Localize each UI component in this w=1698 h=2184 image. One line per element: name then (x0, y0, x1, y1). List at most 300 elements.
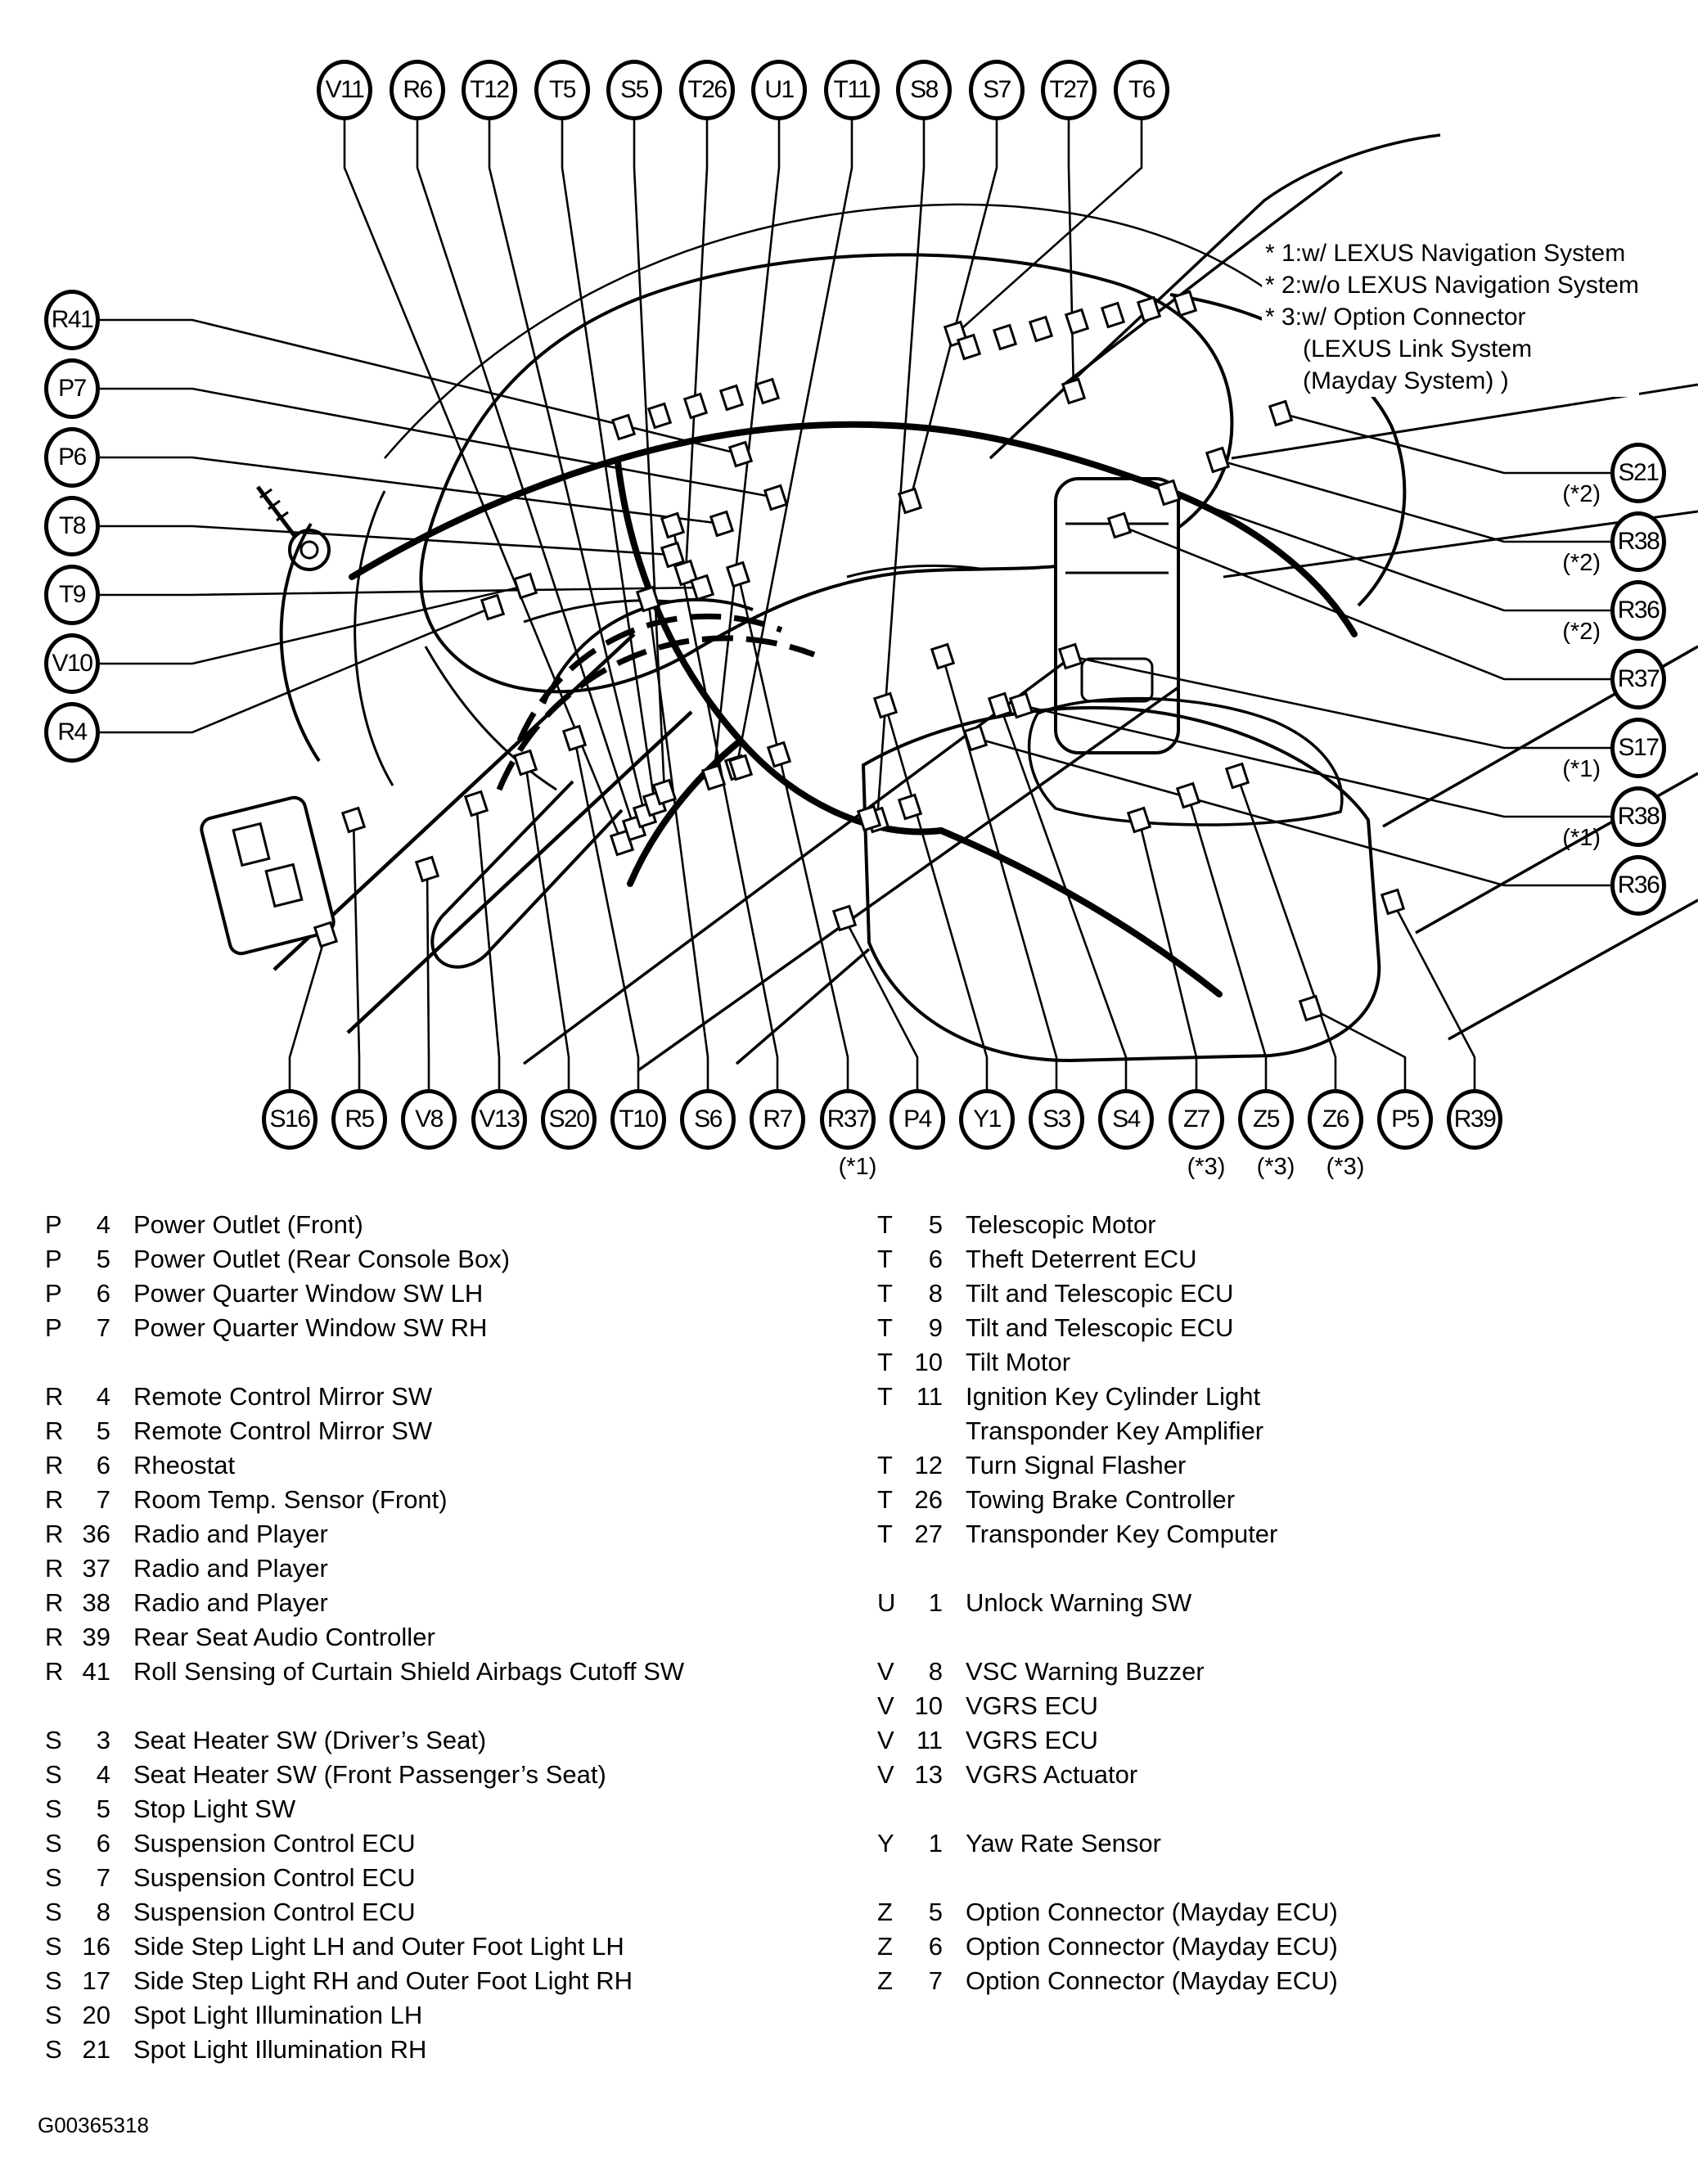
legend-entry (45, 1758, 684, 1792)
legend-entry-label: Spot Light Illumination LH (133, 2001, 423, 2029)
legend-entry-label: Remote Control Mirror SW (133, 1382, 433, 1411)
callout-t26 (679, 60, 735, 120)
legend-id-number: 20 (82, 2001, 110, 2029)
wiring-harness (352, 425, 1354, 994)
legend-entry-label: VSC Warning Buzzer (966, 1657, 1205, 1686)
legend-id-number: 8 (96, 1898, 110, 1926)
steering-column (432, 781, 622, 967)
legend-id-number: 38 (82, 1588, 110, 1617)
connector-block (417, 857, 438, 880)
legend-id-letter: R (45, 1451, 64, 1479)
connector-block (765, 485, 786, 509)
callout-label: R36 (1617, 597, 1660, 624)
callout-label: Z5 (1252, 1106, 1279, 1133)
legend-id-number: 5 (96, 1794, 110, 1823)
legend-id-letter: S (45, 1898, 62, 1926)
legend-id-letter: S (45, 2001, 62, 2029)
legend-id-number: 6 (96, 1829, 110, 1858)
callout-s8 (896, 60, 952, 120)
legend-entry-id (45, 1416, 117, 1446)
legend-group-p (45, 1208, 684, 1345)
legend-entry-id (877, 1279, 949, 1308)
legend-group-y (877, 1826, 1338, 1861)
legend-entry-id (45, 1863, 117, 1893)
leader-line (354, 820, 359, 1089)
callout-label: S16 (269, 1106, 310, 1133)
connector-block (899, 795, 921, 818)
legend-id-letter: T (877, 1313, 893, 1342)
callout-label: T9 (58, 581, 85, 608)
callout-label: V8 (415, 1106, 443, 1133)
callout-label: R36 (1617, 871, 1660, 898)
legend-id-number: 3 (96, 1726, 110, 1754)
connector-block (482, 595, 503, 619)
legend-entry (45, 2033, 684, 2067)
callout-t11 (824, 60, 880, 120)
callout-label: S21 (1618, 459, 1659, 486)
legend-group-s (45, 1723, 684, 2067)
connector-block (1207, 448, 1228, 471)
legend-id-number: 16 (82, 1932, 110, 1961)
connector-block (721, 385, 742, 409)
legend-entry-id (45, 1485, 117, 1515)
callout-r38 (1610, 511, 1666, 572)
legend-entry-label: Stop Light SW (133, 1794, 296, 1823)
connector-block (343, 808, 364, 831)
callout-v10 (44, 633, 100, 694)
legend-entry (877, 1895, 1338, 1930)
callout-s17 (1610, 718, 1666, 778)
legend-entry-id (877, 1760, 949, 1790)
legend-id-letter: S (45, 1966, 62, 1995)
legend-id-number: 11 (916, 1382, 943, 1411)
legend-id-number: 6 (928, 1245, 943, 1273)
legend-entry-label: Radio and Player (133, 1554, 328, 1583)
legend-id-letter: R (45, 1554, 64, 1583)
legend-entry-id (45, 2035, 117, 2065)
connector-block (757, 379, 778, 403)
legend-group-u (877, 1586, 1338, 1620)
legend-entry (45, 1861, 684, 1895)
legend-id-letter: S (45, 1863, 62, 1892)
legend-id-number: 13 (914, 1760, 943, 1789)
legend-entry (877, 1723, 1338, 1758)
connector-block (1066, 309, 1088, 333)
legend-id-number: 12 (914, 1451, 943, 1479)
legend-entry-label: Option Connector (Mayday ECU) (966, 1898, 1338, 1926)
callout-t12 (462, 60, 517, 120)
legend-id-letter: T (877, 1451, 893, 1479)
legend-entry-id (45, 1794, 117, 1824)
legend-entry (877, 1689, 1338, 1723)
legend-id-letter: S (45, 2035, 62, 2064)
callout-y1 (959, 1089, 1015, 1150)
legend-id-letter: R (45, 1485, 64, 1514)
callout-label: P7 (58, 375, 86, 402)
callout-s3 (1029, 1089, 1084, 1150)
legend-entry-id (45, 1932, 117, 1961)
legend-id-letter: S (45, 1829, 62, 1858)
callout-label: R37 (826, 1106, 869, 1133)
legend-entry-id (877, 1588, 949, 1618)
legend-id-number: 8 (928, 1279, 943, 1308)
legend-id-letter: T (877, 1245, 893, 1273)
legend-entry-label: Roll Sensing of Curtain Shield Airbags Cutoff SW (133, 1657, 685, 1686)
legend-group-t (877, 1208, 1338, 1551)
legend-entry-label: VGRS ECU (966, 1726, 1098, 1754)
callout-asterisk-note: (*3) (1326, 1154, 1365, 1180)
legend-entry-label: Rear Seat Audio Controller (133, 1623, 435, 1651)
legend-entry-id (877, 1520, 949, 1549)
callout-asterisk-note: (*1) (1562, 825, 1601, 851)
legend-entry-id (877, 1657, 949, 1686)
connector-block (515, 750, 536, 774)
legend-entry-label: Seat Heater SW (Driver’s Seat) (133, 1726, 487, 1754)
legend-id-number: 7 (96, 1485, 110, 1514)
connector-block (1382, 889, 1403, 913)
legend-entry-id (45, 1898, 117, 1927)
callout-p6 (44, 427, 100, 488)
callout-label: T12 (470, 76, 509, 103)
legend-entry-id (877, 1245, 949, 1274)
callout-label: T10 (619, 1106, 658, 1133)
callout-r5 (331, 1089, 387, 1150)
legend-entry-label: Tilt Motor (966, 1348, 1071, 1376)
connector-block (1227, 763, 1248, 787)
legend-entry-label: Yaw Rate Sensor (966, 1829, 1161, 1858)
connector-block (649, 403, 670, 427)
legend-id-number: 41 (82, 1657, 110, 1686)
callout-label: T26 (687, 76, 727, 103)
callout-s4 (1098, 1089, 1154, 1150)
callout-label: R41 (51, 306, 93, 333)
legend-id-letter: R (45, 1382, 64, 1411)
callout-v11 (317, 60, 372, 120)
legend-entry-id (45, 1520, 117, 1549)
callout-t10 (610, 1089, 666, 1150)
legend-id-number: 1 (928, 1588, 943, 1617)
callout-label: T11 (833, 76, 871, 103)
callout-asterisk-note: (*2) (1562, 619, 1601, 645)
legend-entry-label: Turn Signal Flasher (966, 1451, 1187, 1479)
legend-entry-id (45, 2001, 117, 2030)
asterisk-note (1262, 237, 1639, 397)
legend-entry (877, 1208, 1338, 1242)
connector-block (875, 693, 896, 717)
connector-block (662, 513, 683, 537)
connector-block (1102, 303, 1124, 326)
legend-id-number: 7 (928, 1966, 943, 1995)
legend-entry-id (877, 1726, 949, 1755)
legend-id-letter: P (45, 1245, 62, 1273)
legend-entry-id (877, 1932, 949, 1961)
leader-line (943, 656, 1056, 1089)
callout-label: R38 (1617, 803, 1660, 830)
connector-block (685, 394, 706, 417)
legend-entry-label: Room Temp. Sensor (Front) (133, 1485, 448, 1514)
callout-r37 (1610, 649, 1666, 709)
legend-id-number: 6 (96, 1451, 110, 1479)
callout-label: R38 (1617, 528, 1660, 555)
legend-entry-id (45, 1210, 117, 1240)
legend-entry (877, 1448, 1338, 1483)
legend-id-letter: P (45, 1210, 62, 1239)
legend-entry-label: Power Quarter Window SW LH (133, 1279, 484, 1308)
legend-entry (45, 1483, 684, 1517)
legend-id-letter: U (877, 1588, 896, 1617)
legend-entry-label: Tilt and Telescopic ECU (966, 1279, 1234, 1308)
legend-entry (45, 1998, 684, 2033)
legend-entry (45, 1586, 684, 1620)
callout-r7 (750, 1089, 805, 1150)
legend-id-letter: R (45, 1520, 64, 1548)
note-line: * 3:w/ Option Connector (1265, 304, 1526, 331)
note-line: (Mayday System) ) (1303, 367, 1509, 394)
callout-label: Z6 (1322, 1106, 1349, 1133)
legend-entry-label: Spot Light Illumination RH (133, 2035, 427, 2064)
legend-id-letter: V (877, 1760, 894, 1789)
legend-entry-id (877, 1382, 949, 1412)
legend-id-number: 4 (96, 1210, 110, 1239)
connector-block (466, 791, 487, 815)
legend-entry-label: Side Step Light RH and Outer Foot Light RH (133, 1966, 633, 1995)
legend-id-letter: T (877, 1520, 893, 1548)
legend-id-letter: R (45, 1657, 64, 1686)
legend-id-letter: S (45, 1932, 62, 1961)
legend-entry (877, 1517, 1338, 1551)
legend-entry-label: Suspension Control ECU (133, 1829, 416, 1858)
leader-line (100, 526, 673, 555)
callout-s6 (680, 1089, 736, 1150)
legend-entry-label: Unlock Warning SW (966, 1588, 1192, 1617)
callout-label: S6 (694, 1106, 722, 1133)
legend-entry (877, 1242, 1338, 1277)
callout-asterisk-note: (*3) (1256, 1154, 1295, 1180)
legend-id-number: 10 (914, 1691, 943, 1720)
legend-entry-id (877, 1210, 949, 1240)
legend-entry-label: Transponder Key Computer (966, 1520, 1278, 1548)
legend-entry-label: Radio and Player (133, 1588, 328, 1617)
legend-entry-id (877, 1898, 949, 1927)
callout-label: R7 (763, 1106, 792, 1133)
legend-entry (877, 1586, 1338, 1620)
legend-id-letter: P (45, 1279, 62, 1308)
callout-t5 (534, 60, 590, 120)
callout-label: S3 (1043, 1106, 1070, 1133)
callout-label: P4 (903, 1106, 931, 1133)
legend-id-letter: V (877, 1657, 894, 1686)
note-line: * 1:w/ LEXUS Navigation System (1265, 240, 1626, 267)
legend-entry-label: Telescopic Motor (966, 1210, 1156, 1239)
legend-entry (45, 1208, 684, 1242)
callout-s21 (1610, 443, 1666, 503)
legend-entry (45, 1448, 684, 1483)
legend-id-letter: T (877, 1485, 893, 1514)
legend-id-letter: R (45, 1588, 64, 1617)
legend-entry (45, 1517, 684, 1551)
callout-label: T5 (548, 76, 575, 103)
callout-label: P6 (58, 444, 86, 471)
legend-id-letter: T (877, 1210, 893, 1239)
legend-id-letter: R (45, 1623, 64, 1651)
leader-line (956, 119, 1142, 334)
legend-column-right (877, 1208, 1338, 1998)
legend-entry-label: Ignition Key Cylinder Light (966, 1382, 1261, 1411)
callout-t27 (1041, 60, 1097, 120)
connector-block (564, 726, 585, 750)
legend-entry-id (877, 1691, 949, 1721)
legend-entry-label: Rheostat (133, 1451, 236, 1479)
callout-p5 (1377, 1089, 1433, 1150)
legend-id-number: 37 (82, 1554, 110, 1583)
legend-entry (877, 1380, 1338, 1414)
callout-asterisk-note: (*3) (1187, 1154, 1226, 1180)
callout-label: S8 (910, 76, 938, 103)
callout-label: S7 (983, 76, 1011, 103)
callout-p4 (890, 1089, 945, 1150)
legend-id-letter: S (45, 1726, 62, 1754)
legend-entry-id (45, 1726, 117, 1755)
legend-id-letter: Z (877, 1898, 893, 1926)
legend-entry-label: Theft Deterrent ECU (966, 1245, 1197, 1273)
leader-line (885, 705, 987, 1089)
legend-id-number: 6 (928, 1932, 943, 1961)
legend-id-number: 21 (82, 2035, 110, 2064)
legend-entry-id (45, 1245, 117, 1274)
callout-label: V11 (325, 76, 364, 103)
callout-label: T8 (58, 512, 85, 539)
legend-entry (877, 1826, 1338, 1861)
legend-entry (45, 1655, 684, 1689)
legend-id-number: 8 (928, 1657, 943, 1686)
legend-entry-id (45, 1623, 117, 1652)
callout-v8 (401, 1089, 457, 1150)
legend-entry-label: VGRS Actuator (966, 1760, 1138, 1789)
legend-entry (45, 1930, 684, 1964)
legend-id-number: 7 (96, 1313, 110, 1342)
connector-block (1063, 379, 1084, 403)
legend-entry-id (877, 1829, 949, 1858)
callout-label: U1 (764, 76, 794, 103)
callout-label: Z7 (1182, 1106, 1209, 1133)
legend-id-number: 4 (96, 1760, 110, 1789)
legend-id-number: 5 (928, 1210, 943, 1239)
callout-z7 (1169, 1089, 1224, 1150)
legend-entry-id (45, 1829, 117, 1858)
legend-id-number: 1 (928, 1829, 943, 1858)
connector-block (768, 742, 790, 766)
connector-block (989, 693, 1011, 717)
connector-block (711, 511, 732, 535)
leader-line (648, 599, 708, 1089)
connector-block (1270, 401, 1291, 425)
legend-id-letter: V (877, 1691, 894, 1720)
note-line: * 2:w/o LEXUS Navigation System (1265, 272, 1639, 299)
legend-entry (877, 1345, 1338, 1380)
legend-entry (877, 1758, 1338, 1792)
legend-id-number: 26 (914, 1485, 943, 1514)
callout-z6 (1308, 1089, 1363, 1150)
legend-id-number: 11 (916, 1726, 943, 1754)
legend-id-letter: P (45, 1313, 62, 1342)
legend-id-number: 27 (914, 1520, 943, 1548)
leader-line (673, 525, 777, 1089)
legend-entry-label: Power Outlet (Front) (133, 1210, 363, 1239)
legend-entry-id (877, 1313, 949, 1343)
legend-entry-label: Power Quarter Window SW RH (133, 1313, 488, 1342)
callout-label: R4 (57, 718, 87, 745)
leader-line (525, 763, 569, 1089)
callout-r4 (44, 702, 100, 763)
legend-id-number: 7 (96, 1863, 110, 1892)
callout-u1 (751, 60, 807, 120)
callout-s7 (969, 60, 1025, 120)
legend-entry (877, 1964, 1338, 1998)
callout-t8 (44, 496, 100, 556)
connector-block (691, 575, 713, 599)
legend-column-left (45, 1208, 684, 2067)
callout-label: V10 (52, 650, 92, 677)
legend-entry-id (877, 1451, 949, 1480)
callout-asterisk-note: (*1) (838, 1154, 877, 1180)
legend-entry (45, 1242, 684, 1277)
legend-id-number: 5 (928, 1898, 943, 1926)
legend-entry (45, 1277, 684, 1311)
callout-s5 (606, 60, 662, 120)
callout-label: Y1 (973, 1106, 1001, 1133)
legend-entry (45, 1792, 684, 1826)
legend-entry (877, 1277, 1338, 1311)
connector-block (515, 574, 536, 597)
callout-label: R39 (1453, 1106, 1496, 1133)
legend-entry-id (45, 1313, 117, 1343)
callout-label: S4 (1112, 1106, 1140, 1133)
legend-entry-label: Side Step Light LH and Outer Foot Light LH (133, 1932, 624, 1961)
legend-id-letter: S (45, 1794, 62, 1823)
legend-id-letter: T (877, 1382, 893, 1411)
legend-entry-id (877, 1485, 949, 1515)
connector-block (1128, 808, 1150, 831)
legend-entry-label2: Transponder Key Amplifier (966, 1416, 1264, 1445)
legend-entry (45, 1964, 684, 1998)
legend-entry-id (877, 1348, 949, 1377)
legend-id-letter: Z (877, 1966, 893, 1995)
legend-entry-id (45, 1657, 117, 1686)
leader-line (427, 869, 429, 1089)
callout-label: S20 (548, 1106, 589, 1133)
dash-outline (281, 254, 1232, 786)
leader-line (844, 918, 917, 1089)
callout-label: T6 (1128, 76, 1155, 103)
callout-z5 (1238, 1089, 1294, 1150)
callout-r39 (1447, 1089, 1502, 1150)
callout-s16 (262, 1089, 318, 1150)
connector-block (727, 562, 749, 586)
connector-block (613, 415, 634, 439)
callout-label: R6 (403, 76, 432, 103)
legend-id-number: 4 (96, 1382, 110, 1411)
legend-entry (877, 1483, 1338, 1517)
callout-r38 (1610, 786, 1666, 847)
figure-code: G00365318 (38, 2113, 149, 2137)
legend-entry-label: Option Connector (Mayday ECU) (966, 1932, 1338, 1961)
callout-label: S17 (1618, 734, 1659, 761)
legend-entry (45, 1895, 684, 1930)
leader-line (738, 574, 848, 1089)
legend-entry-label: Tilt and Telescopic ECU (966, 1313, 1234, 1342)
leader-line (290, 934, 326, 1089)
legend-entry (877, 1655, 1338, 1689)
